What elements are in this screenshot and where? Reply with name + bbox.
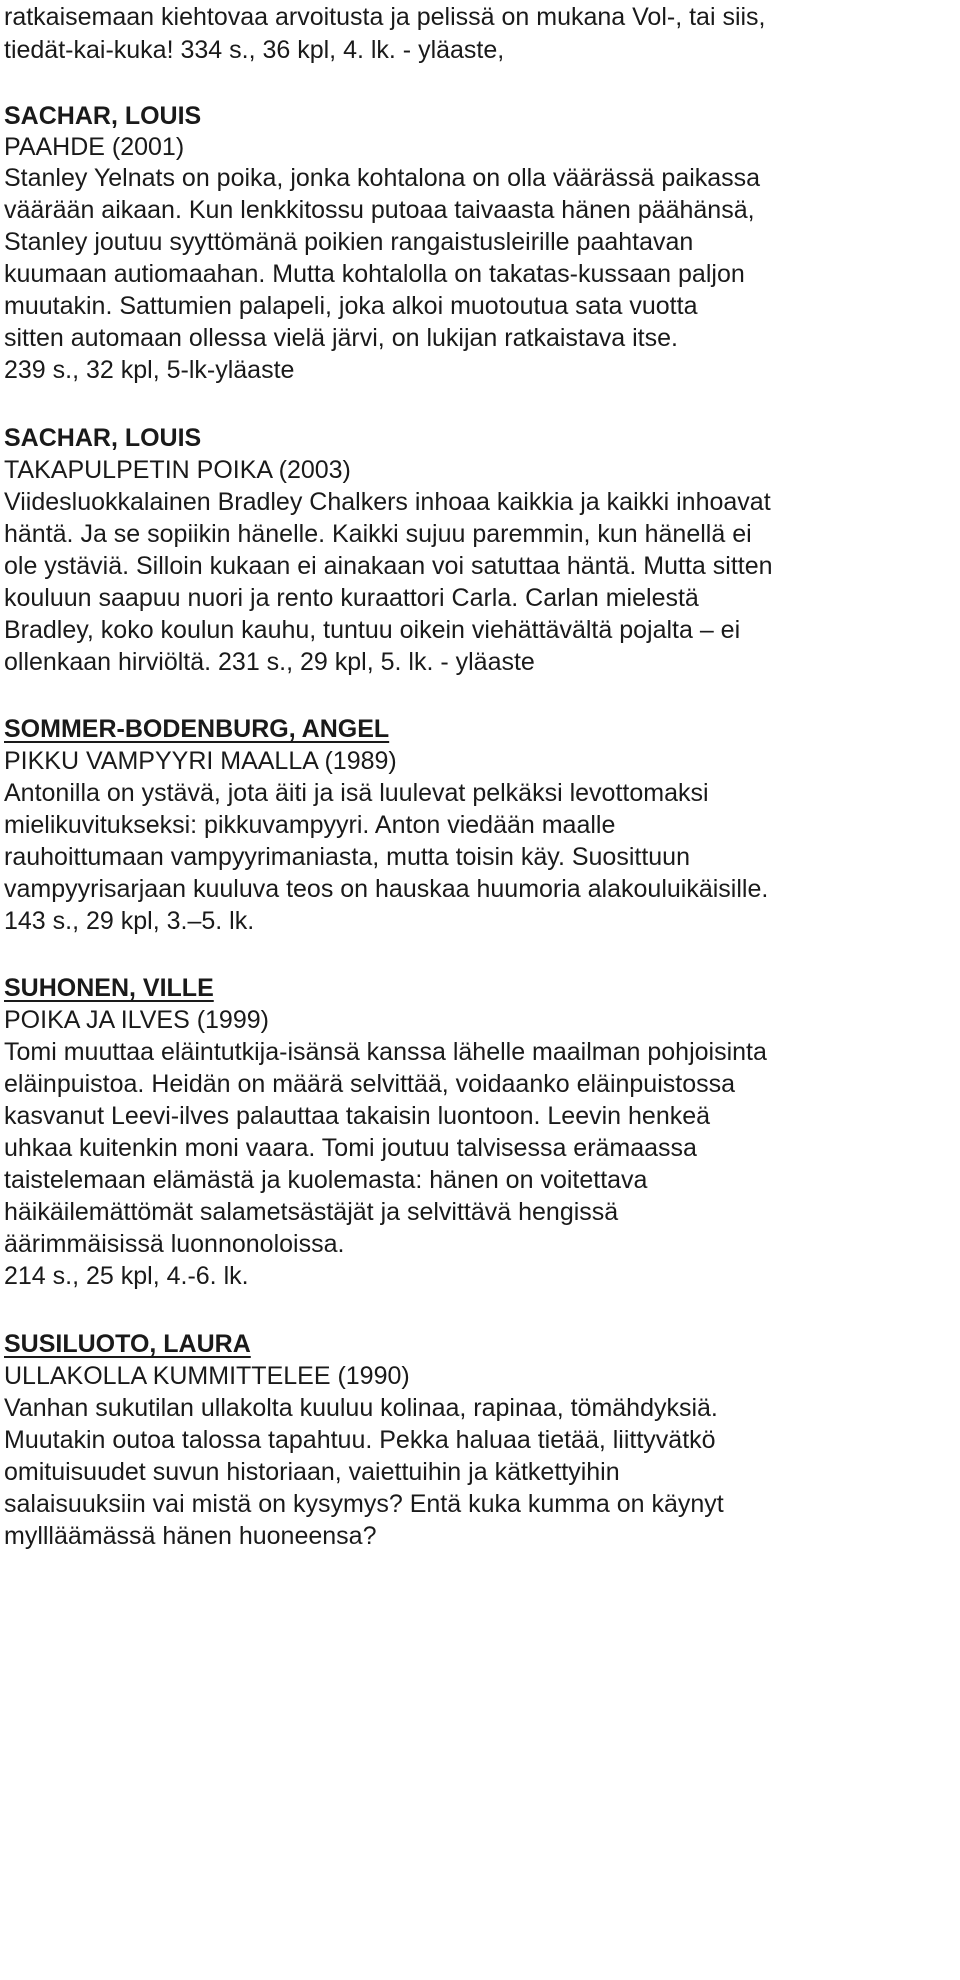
entry-text-line: Tomi muuttaa eläintutkija-isänsä kanssa lähelle maailman pohjoisinta (4, 1038, 767, 1066)
entry-text-line: Stanley joutuu syyttömänä poikien rangaistusleirille paahtavan (4, 228, 694, 256)
entry-text-line: taistelemaan elämästä ja kuolemasta: hänen on voitettava (4, 1166, 648, 1194)
entry-text-line: 214 s., 25 kpl, 4.-6. lk. (4, 1262, 249, 1290)
entry-text-line: äärimmäisissä luonnonoloissa. (4, 1230, 345, 1258)
entry-text-line: Antonilla on ystävä, jota äiti ja isä luulevat pelkäksi levottomaksi (4, 779, 709, 807)
entry-text-line: uhkaa kuitenkin moni vaara. Tomi joutuu talvisessa erämaassa (4, 1134, 697, 1162)
entry-text-line: rauhoittumaan vampyyrimaniasta, mutta toisin käy. Suosittuun (4, 843, 690, 871)
entry-text-line: Vanhan sukutilan ullakolta kuuluu kolinaa, rapinaa, tömähdyksiä. (4, 1394, 718, 1422)
entry-title: ULLAKOLLA KUMMITTELEE (1990) (4, 1362, 410, 1390)
entry-text-line: kasvanut Leevi-ilves palauttaa takaisin luontoon. Leevin henkeä (4, 1102, 711, 1130)
entry-author: SUHONEN, VILLE (4, 974, 214, 1002)
entry-text-line: salaisuuksiin vai mistä on kysymys? Entä kuka kumma on käynyt (4, 1490, 724, 1518)
entry-text-line: häikäilemättömät salametsästäjät ja selvittävä hengissä (4, 1198, 619, 1226)
entry-text-line: Bradley, koko koulun kauhu, tuntuu oikein viehättävältä pojalta – ei (4, 616, 741, 644)
entry-text-line: mielikuvitukseksi: pikkuvampyyri. Anton viedään maalle (4, 811, 616, 839)
entry-text-line: Viidesluokkalainen Bradley Chalkers inhoaa kaikkia ja kaikki inhoavat (4, 488, 771, 516)
entry-text-line: ollenkaan hirviöltä. 231 s., 29 kpl, 5. lk. - yläaste (4, 648, 535, 676)
entry-text-line: myllläämässä hänen huoneensa? (4, 1522, 377, 1550)
entry-text-line: eläinpuistoa. Heidän on määrä selvittää, voidaanko eläinpuistossa (4, 1070, 736, 1098)
entry-author: SUSILUOTO, LAURA (4, 1330, 251, 1358)
entry-text-line: Stanley Yelnats on poika, jonka kohtalona on olla väärässä paikassa (4, 164, 761, 192)
entry-author: SACHAR, LOUIS (4, 424, 202, 452)
entry-text-line: omituisuudet suvun historiaan, vaiettuihin ja kätkettyihin (4, 1458, 620, 1486)
entry-text-line: muutakin. Sattumien palapeli, joka alkoi muotoutua sata vuotta (4, 292, 698, 320)
entry-text-line: 143 s., 29 kpl, 3.–5. lk. (4, 907, 255, 935)
intro-line: ratkaisemaan kiehtovaa arvoitusta ja pelissä on mukana Vol-, tai siis, (4, 3, 766, 31)
entry-text-line: sitten automaan ollessa vielä järvi, on lukijan ratkaistava itse. (4, 324, 678, 352)
entry-title: PAAHDE (2001) (4, 133, 185, 161)
entry-text-line: kouluun saapuu nuori ja rento kuraattori Carla. Carlan mielestä (4, 584, 699, 612)
entry-text-line: ole ystäviä. Silloin kukaan ei ainakaan voi satuttaa häntä. Mutta sitten (4, 552, 773, 580)
entry-title: PIKKU VAMPYYRI MAALLA (1989) (4, 747, 397, 775)
intro-line: tiedät-kai-kuka! 334 s., 36 kpl, 4. lk. - yläaste, (4, 36, 505, 64)
entry-text-line: vampyyrisarjaan kuuluva teos on hauskaa huumoria alakouluikäisille. (4, 875, 769, 903)
entry-author: SOMMER-BODENBURG, ANGEL (4, 715, 390, 743)
entry-text-line: kuumaan autiomaahan. Mutta kohtalolla on takatas-kussaan paljon (4, 260, 745, 288)
entry-text-line: häntä. Ja se sopiikin hänelle. Kaikki sujuu paremmin, kun hänellä ei (4, 520, 752, 548)
entry-text-line: väärään aikaan. Kun lenkkitossu putoaa taivaasta hänen päähänsä, (4, 196, 755, 224)
entry-title: TAKAPULPETIN POIKA (2003) (4, 456, 351, 484)
entry-text-line: Muutakin outoa talossa tapahtuu. Pekka haluaa tietää, liittyvätkö (4, 1426, 716, 1454)
entry-text-line: 239 s., 32 kpl, 5-lk-yläaste (4, 356, 295, 384)
entry-title: POIKA JA ILVES (1999) (4, 1006, 269, 1034)
entry-author: SACHAR, LOUIS (4, 102, 202, 130)
